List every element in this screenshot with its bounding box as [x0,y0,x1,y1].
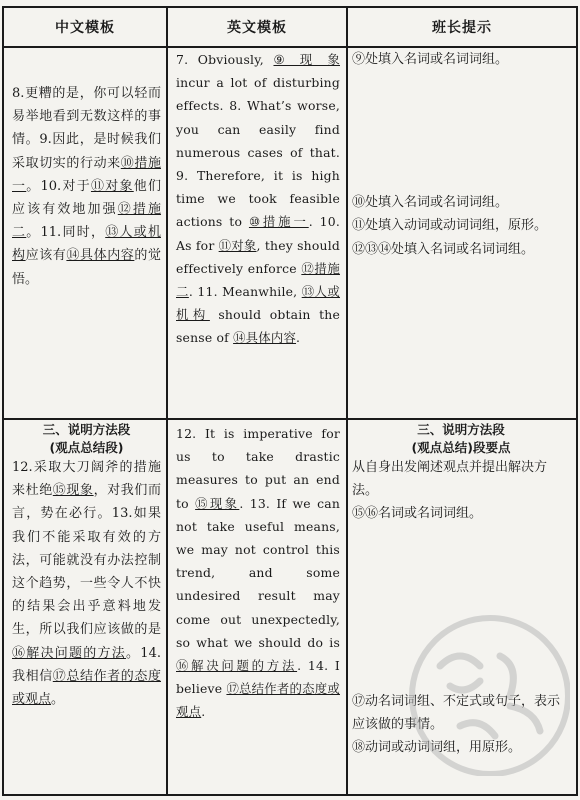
text-segment: 7. Obviously, [176,52,274,67]
placeholder-blank: ⑫措施二 [176,260,340,300]
text-segment: should obtain the sense of [176,307,340,346]
header-chinese: 中文模板 [3,7,167,47]
row2-english-cell [167,419,347,795]
text-segment: 。 [51,692,65,708]
row2-chinese-subheading: (观点总结段) [49,440,124,455]
row1-english-cell [167,47,347,419]
row-methods [3,419,577,795]
header-english: 英文模板 [167,7,347,47]
row2-chinese-cell [3,419,167,795]
tip-12-14: ⑫⑬⑭处填入名词或名词词组。 [352,241,535,257]
text-segment: 的觉悟。 [12,248,161,287]
placeholder-blank: ⑪对象 [218,237,257,253]
row1-english-text [176,48,340,350]
row2-tips-cell [347,419,577,795]
header-row [3,7,577,47]
text-segment: 12. It is imperative for us to take drastic measures to put an end to [176,426,340,511]
text-segment: ，对我们而言，势在必行。13.如果我们不能采取有效的方法，可能就没有办法控制这个趋势，一些令人不快的结果会出乎意料地发生，所以我们应该做的是 [12,483,161,638]
text-segment: . 14. I believe [176,658,340,697]
placeholder-blank: ⑮现象 [52,483,94,499]
tip-9: ⑨处填入名词或名词词组。 [352,52,509,67]
tip-10: ⑩处填入名词或名词词组。 [352,195,509,211]
text-segment: . 11. Meanwhile, [188,284,302,300]
row-measures [3,47,577,419]
placeholder-blank: ⑪对象 [90,178,134,194]
text-segment: 8.更糟的是，你可以轻而易举地看到无数这样的事情。9.因此，是时候我们采取切实的行动来 [12,86,161,171]
row2-tips-subheading: (观点总结)段要点 [411,440,511,455]
text-segment: 。10.对于 [26,178,91,194]
placeholder-blank: ⑨ 现 象 [273,52,340,67]
text-segment: 。11.同时， [26,225,106,241]
placeholder-blank: ⑯解决问题的方法 [176,658,298,674]
text-segment: 他们应该有效地加强 [12,178,161,218]
placeholder-blank: ⑩措施一 [248,214,309,230]
text-segment: incur a lot of disturbing effects. 8. What’s worse, you can easily find numerous cases of that. 9. Therefore, it is high time we took feasible actions to [176,75,340,230]
tip-11: ⑪处填入动词或动词词组，原形。 [352,218,548,234]
tip-15-16: ⑮⑯名词或名词词组。 [352,506,483,522]
placeholder-blank: ⑬人或机构 [12,225,161,264]
placeholder-blank: ⑯解决问题的方法 [12,645,127,661]
text-segment: , they should effectively enforce [176,237,340,276]
placeholder-blank: ⑭具体内容 [233,330,297,346]
tip-17: ⑰动名词词组、不定式或句子，表示应该做的事情。 [352,693,561,732]
text-segment: . 13. If we can not take useful means, we may not control this trend, and some undesired result may come out unexpectedly, so what we should do is [176,495,341,650]
placeholder-blank: ⑮现象 [195,495,240,511]
placeholder-blank: ⑭具体内容 [66,248,135,264]
text-segment: . 10. As for [176,214,340,253]
placeholder-blank: ⑰总结作者的态度或观点 [12,668,161,708]
text-segment: . [201,704,206,720]
text-segment: . [296,330,301,346]
tip-method: 从自身出发阐述观点并提出解决方法。 [352,460,548,499]
row2-chinese-text [12,456,161,711]
row1-tips-cell [347,47,577,419]
row2-chinese-heading: 三、说明方法段 [42,422,131,437]
text-segment: 。14.我相信 [12,645,161,684]
text-segment: 12.采取大刀阔斧的措施来杜绝 [12,460,161,499]
placeholder-blank: ⑬人或机构 [176,284,340,323]
row1-chinese-text [12,82,161,291]
row2-tips-heading: 三、说明方法段 [417,422,505,437]
row2-english-text [176,422,340,724]
placeholder-blank: ⑫措施二 [12,202,161,241]
placeholder-blank: ⑩措施一 [12,155,161,194]
text-segment: 应该有 [25,248,67,264]
template-table [2,6,578,796]
row1-chinese-cell [3,47,167,419]
placeholder-blank: ⑰总结作者的态度或观点 [176,681,340,720]
header-tips: 班长提示 [347,7,577,47]
tip-18: ⑱动词或动词词组，用原形。 [352,740,522,756]
